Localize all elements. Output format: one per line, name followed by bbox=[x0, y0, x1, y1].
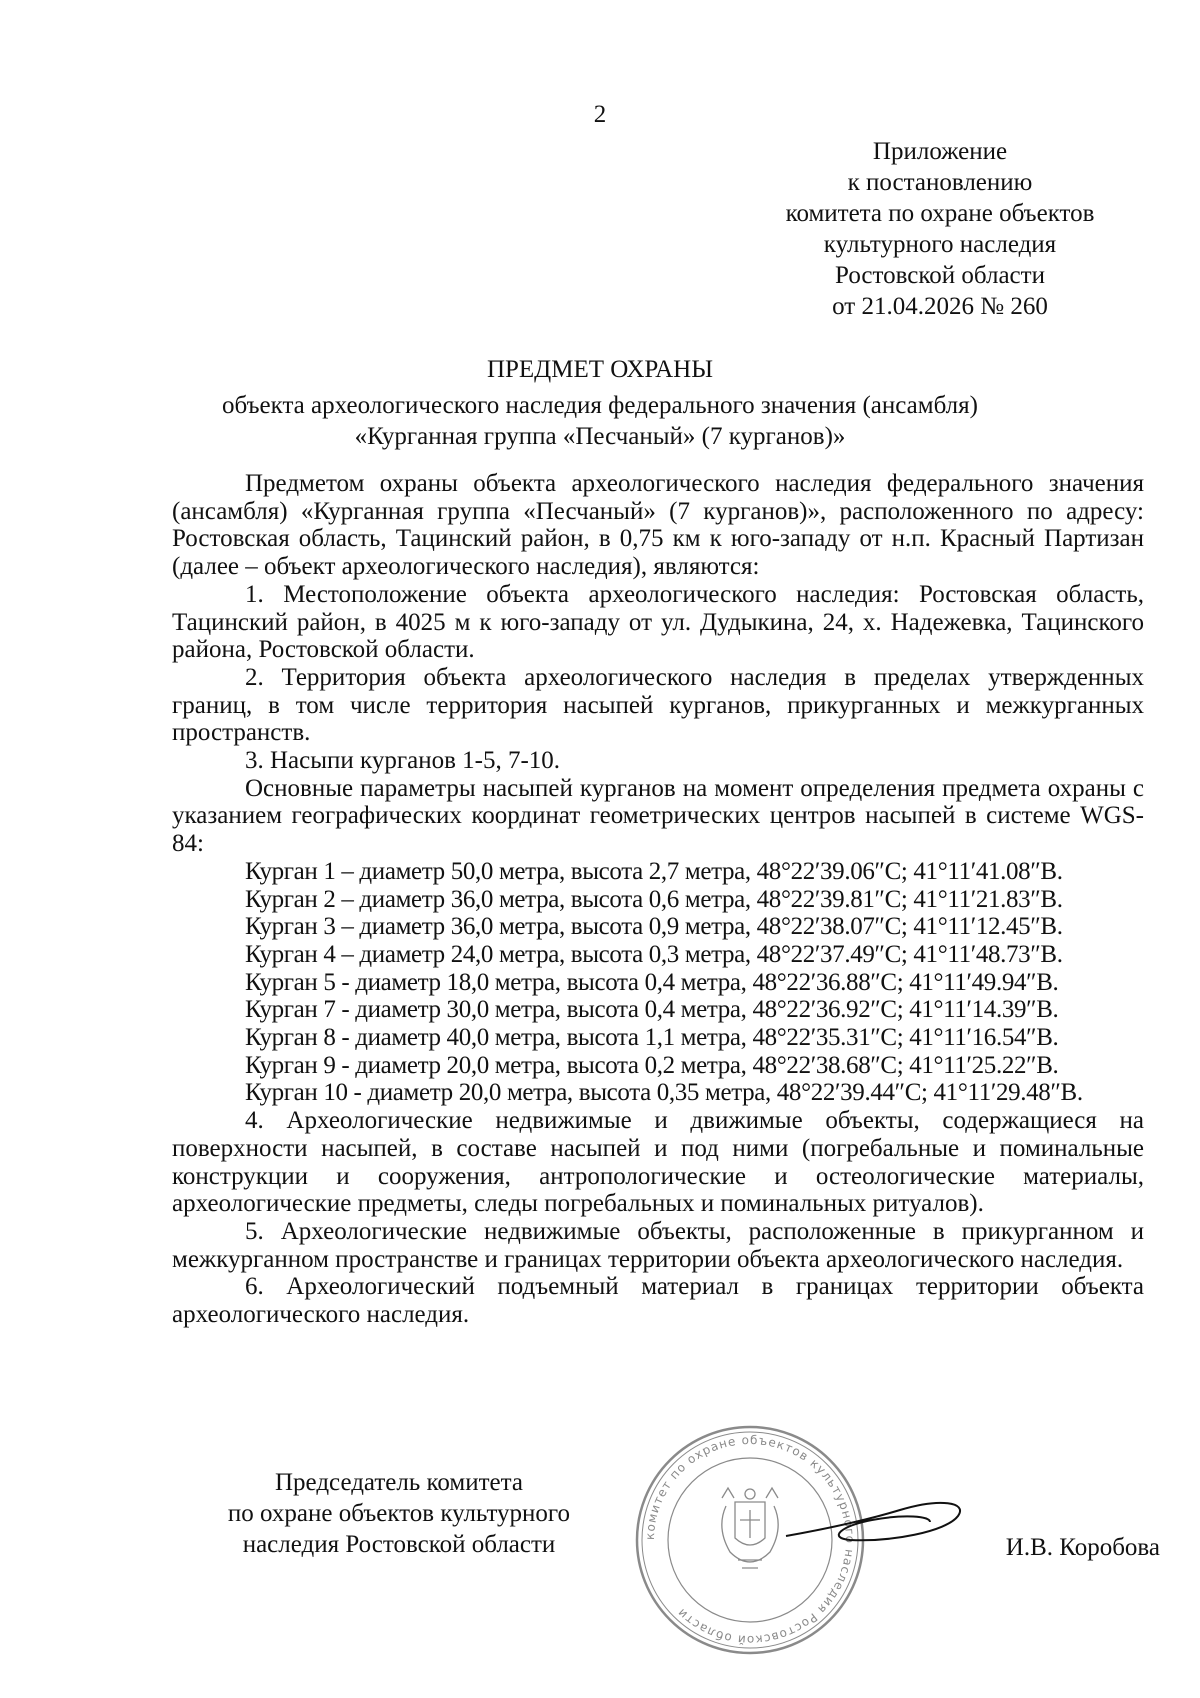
item-1-location: 1. Местоположение объекта археологического наследия: Ростовская область, Тацинский район, в 4025 м к юго-западу от ул. Дудыкина, 24, х. Надежевка, Тацинского района, Ростовской области. bbox=[172, 580, 1144, 664]
appendix-line: комитета по охране объектов bbox=[785, 200, 1095, 227]
item-2-territory: 2. Территория объекта археологического наследия в пределах утвержденных границ, в том числе территория насыпей курганов, прикурганных и межкурганных пространств. bbox=[172, 663, 1144, 747]
appendix-date-number: от 21.04.2026 № 260 bbox=[832, 293, 1048, 320]
appendix-block bbox=[740, 136, 1140, 322]
item-6-surface-material: 6. Археологический подъемный материал в границах территории объекта археологического наследия. bbox=[172, 1273, 1144, 1329]
signer-name: И.В. Коробова bbox=[1005, 1534, 1160, 1561]
kurgan-line: Курган 3 – диаметр 36,0 метра, высота 0,9 метра, 48°22′38.07″С; 41°11′12.45″В. bbox=[245, 913, 1063, 941]
kurgan-line: Курган 9 - диаметр 20,0 метра, высота 0,2 метра, 48°22′38.68″С; 41°11′25.22″В. bbox=[245, 1051, 1059, 1079]
kurgan-line: Курган 8 - диаметр 40,0 метра, высота 1,1 метра, 48°22′35.31″С; 41°11′16.54″В. bbox=[245, 1024, 1059, 1052]
coat-of-arms-icon bbox=[722, 1488, 778, 1568]
kurgan-line: Курган 1 – диаметр 50,0 метра, высота 2,7 метра, 48°22′39.06″С; 41°11′41.08″В. bbox=[245, 857, 1063, 885]
item-4-objects: 4. Археологические недвижимые и движимые объекты, содержащиеся на поверхности насыпей, в составе насыпей и под ними (погребальные и поминальные конструкции и сооружения, антропологические и остеологические материалы, археологические предметы, следы погребальных и поминальных ритуалов). bbox=[172, 1107, 1144, 1218]
page-number: 2 bbox=[593, 101, 607, 128]
position-line: Председатель комитета bbox=[275, 1469, 523, 1496]
appendix-line: к постановлению bbox=[847, 169, 1033, 196]
kurgan-line: Курган 7 - диаметр 30,0 метра, высота 0,4 метра, 48°22′36.92″С; 41°11′14.39″В. bbox=[245, 996, 1059, 1024]
kurgan-line: Курган 4 – диаметр 24,0 метра, высота 0,3 метра, 48°22′37.49″С; 41°11′48.73″В. bbox=[245, 940, 1063, 968]
document-body bbox=[172, 470, 1144, 1329]
stamp-ring-text: комитет по охране объектов культурного наследия Ростовской области bbox=[642, 1432, 858, 1648]
position-line: по охране объектов культурного bbox=[227, 1500, 571, 1527]
subtitle-line: объекта археологического наследия федерального значения (ансамбля) bbox=[222, 392, 978, 419]
signatory-position bbox=[190, 1467, 608, 1560]
item-5-immovable: 5. Археологические недвижимые объекты, расположенные в прикурганном и межкурганном пространстве и границах территории объекта археологического наследия. bbox=[172, 1217, 1144, 1273]
kurgan-line: Курган 2 – диаметр 36,0 метра, высота 0,6 метра, 48°22′39.81″С; 41°11′21.83″В. bbox=[245, 885, 1063, 913]
kurgan-line: Курган 5 - диаметр 18,0 метра, высота 0,4 метра, 48°22′36.88″С; 41°11′49.94″В. bbox=[245, 968, 1059, 996]
kurgan-line: Курган 10 - диаметр 20,0 метра, высота 0,35 метра, 48°22′39.44″С; 41°11′29.48″В. bbox=[245, 1079, 1083, 1107]
intro-paragraph: Предметом охраны объекта археологического наследия федерального значения (ансамбля) «Курганная группа «Песчаный» (7 курганов)», расположенного по адресу: Ростовская область, Тацинский район, в 0,75 км к юго-западу от н.п. Красный Партизан (далее – объект археологического наследия), являются: bbox=[172, 470, 1144, 581]
appendix-line: Ростовской области bbox=[835, 262, 1045, 289]
document-title: ПРЕДМЕТ ОХРАНЫ bbox=[486, 356, 714, 383]
item-3-mounds: 3. Насыпи курганов 1-5, 7-10. bbox=[245, 747, 561, 775]
document-subtitle bbox=[0, 390, 1200, 452]
appendix-line: культурного наследия bbox=[823, 231, 1057, 258]
appendix-line: Приложение bbox=[872, 138, 1008, 165]
params-paragraph: Основные параметры насыпей курганов на момент определения предмета охраны с указанием географических координат геометрических центров насыпей в системе WGS-84: bbox=[172, 774, 1144, 858]
position-line: наследия Ростовской области bbox=[242, 1531, 556, 1558]
subtitle-line: «Курганная группа «Песчаный» (7 курганов)» bbox=[354, 423, 846, 450]
